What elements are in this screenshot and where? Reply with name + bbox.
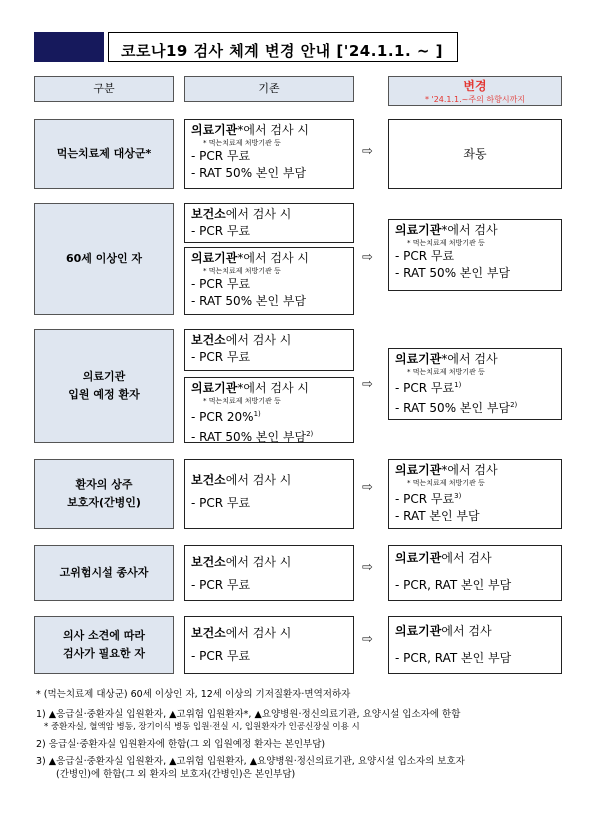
footnote-1-note: * 중환자실, 혈액암 병동, 장기이식 병동 입원·전실 시, 입원환자가 인공신장실 이용 시 <box>44 722 360 732</box>
box-line: - PCR 무료 <box>395 492 455 506</box>
box-line: - RAT 50% 본인 부담 <box>191 294 307 308</box>
footnote-3-cont: (간병인)에 한함(그 외 환자의 보호자(간병인)은 본인부담) <box>56 769 296 780</box>
title-accent-block <box>34 32 104 62</box>
current-box <box>184 119 354 189</box>
box-title-bold: 보건소 <box>191 207 226 221</box>
box-line: - PCR 무료 <box>191 578 251 592</box>
footnote-ref: 2) <box>306 430 314 438</box>
footnotes <box>36 688 576 781</box>
box-title-rest: *에서 검사 <box>441 352 498 366</box>
box-line: - PCR 무료 <box>395 381 455 395</box>
change-box <box>388 545 562 601</box>
arrow-icon: ⇨ <box>362 560 373 575</box>
category-caregiver <box>34 459 174 529</box>
current-box <box>184 616 354 674</box>
box-title-rest: 에서 검사 시 <box>225 207 292 221</box>
box-line: - RAT 50% 본인 부담 <box>191 166 307 180</box>
category-high-risk-facility <box>34 545 174 601</box>
box-title-rest: 에서 검사 시 <box>225 626 292 640</box>
box-title-rest: *에서 검사 시 <box>237 123 309 137</box>
footnote-ref: 1) <box>253 410 261 418</box>
arrow-icon: ⇨ <box>362 250 373 265</box>
category-hospital-admission <box>34 329 174 443</box>
header-change-label: 변경 <box>463 79 487 93</box>
category-antiviral-target <box>34 119 174 189</box>
header-current: 기존 <box>184 76 354 102</box>
category-label-line: 검사가 필요한 자 <box>62 647 146 660</box>
box-line: - PCR 무료 <box>191 224 251 238</box>
current-box <box>184 459 354 529</box>
footnote-ref: 2) <box>510 401 518 409</box>
category-label-line: 환자의 상주 <box>75 478 133 491</box>
box-line: - RAT 본인 부담 <box>395 509 480 523</box>
change-box <box>388 616 562 674</box>
box-title-rest: 에서 검사 시 <box>225 473 292 487</box>
box-title-bold: 의료기관 <box>395 223 442 237</box>
box-title-rest: *에서 검사 시 <box>237 251 309 265</box>
box-title-bold: 의료기관 <box>395 352 442 366</box>
current-box <box>184 329 354 371</box>
box-title-bold: 보건소 <box>191 333 226 347</box>
box-title-rest: 에서 검사 <box>441 624 492 638</box>
change-box <box>388 219 562 291</box>
box-note: * 먹는치료제 처방기관 등 <box>407 239 485 247</box>
box-line: - PCR, RAT 본인 부담 <box>395 651 512 665</box>
box-title-bold: 보건소 <box>191 473 226 487</box>
arrow-icon: ⇨ <box>362 144 373 159</box>
box-line: - RAT 50% 본인 부담 <box>395 401 511 415</box>
footnote-3: 3) ▲응급실·중환자실 입원환자, ▲고위험 입원환자, ▲요양병원·정신의료기관, 요양시설 입소자의 보호자 <box>36 756 465 767</box>
box-line: - PCR 무료 <box>191 649 251 663</box>
category-label-line: 보호자(간병인) <box>67 496 141 509</box>
box-title-bold: 의료기관 <box>191 381 238 395</box>
change-same-label: 좌동 <box>463 146 487 161</box>
footnote-ref: 3) <box>454 492 462 500</box>
box-title-bold: 의료기관 <box>395 624 442 638</box>
current-box <box>184 247 354 315</box>
category-age-60-plus <box>34 203 174 315</box>
change-box <box>388 119 562 189</box>
box-note: * 먹는치료제 처방기관 등 <box>203 139 281 147</box>
category-doctor-opinion <box>34 616 174 674</box>
box-line: - PCR 무료 <box>191 277 251 291</box>
change-box <box>388 348 562 420</box>
page-title: 코로나19 검사 체계 변경 안내 ['24.1.1. ~ ] <box>108 32 458 62</box>
category-label: 먹는치료제 대상군* <box>56 147 152 160</box>
header-change <box>388 76 562 106</box>
box-line: - PCR 20% <box>191 410 254 424</box>
current-box <box>184 203 354 243</box>
current-box <box>184 377 354 443</box>
footnote-ref: 1) <box>454 381 462 389</box>
box-line: - PCR 무료 <box>191 496 251 510</box>
box-title-bold: 보건소 <box>191 626 226 640</box>
category-label: 60세 이상인 자 <box>65 252 143 265</box>
arrow-icon: ⇨ <box>362 632 373 647</box>
box-line: - RAT 50% 본인 부담 <box>191 430 307 444</box>
footnote-2: 2) 응급실·중환자실 입원환자에 한함(그 외 입원예정 환자는 본인부담) <box>36 739 326 750</box>
category-label: 고위험시설 종사자 <box>59 566 149 579</box>
footnote-1: 1) ▲응급실·중환자실 입원환자, ▲고위험 입원환자*, ▲요양병원·정신의료기관, 요양시설 입소자에 한함 <box>36 709 461 720</box>
box-title-bold: 보건소 <box>191 555 226 569</box>
box-note: * 먹는치료제 처방기관 등 <box>407 479 485 487</box>
box-title-rest: *에서 검사 시 <box>237 381 309 395</box>
arrow-icon: ⇨ <box>362 377 373 392</box>
box-line: - PCR 무료 <box>395 249 455 263</box>
box-line: - PCR 무료 <box>191 350 251 364</box>
box-note: * 먹는치료제 처방기관 등 <box>203 397 281 405</box>
box-note: * 먹는치료제 처방기관 등 <box>203 267 281 275</box>
box-note: * 먹는치료제 처방기관 등 <box>407 368 485 376</box>
header-category: 구분 <box>34 76 174 102</box>
box-title-rest: 에서 검사 시 <box>225 555 292 569</box>
box-title-bold: 의료기관 <box>191 251 238 265</box>
box-title-bold: 의료기관 <box>395 463 442 477</box>
box-line: - RAT 50% 본인 부담 <box>395 266 511 280</box>
box-title-rest: 에서 검사 시 <box>225 333 292 347</box>
box-title-bold: 의료기관 <box>191 123 238 137</box>
box-title-bold: 의료기관 <box>395 551 442 565</box>
arrow-icon: ⇨ <box>362 480 373 495</box>
box-line: - PCR 무료 <box>191 149 251 163</box>
box-title-rest: *에서 검사 <box>441 223 498 237</box>
box-title-rest: 에서 검사 <box>441 551 492 565</box>
category-label-line: 의사 소견에 따라 <box>62 629 146 642</box>
header-change-note: * '24.1.1.~주의 하향시까지 <box>424 95 526 104</box>
current-box <box>184 545 354 601</box>
box-title-rest: *에서 검사 <box>441 463 498 477</box>
category-label-line: 의료기관 <box>82 370 126 383</box>
box-line: - PCR, RAT 본인 부담 <box>395 578 512 592</box>
footnote-star: * (먹는치료제 대상군) 60세 이상인 자, 12세 이상의 기저질환자·면역저하자 <box>36 689 351 700</box>
change-box <box>388 459 562 529</box>
category-label-line: 입원 예정 환자 <box>68 388 140 401</box>
